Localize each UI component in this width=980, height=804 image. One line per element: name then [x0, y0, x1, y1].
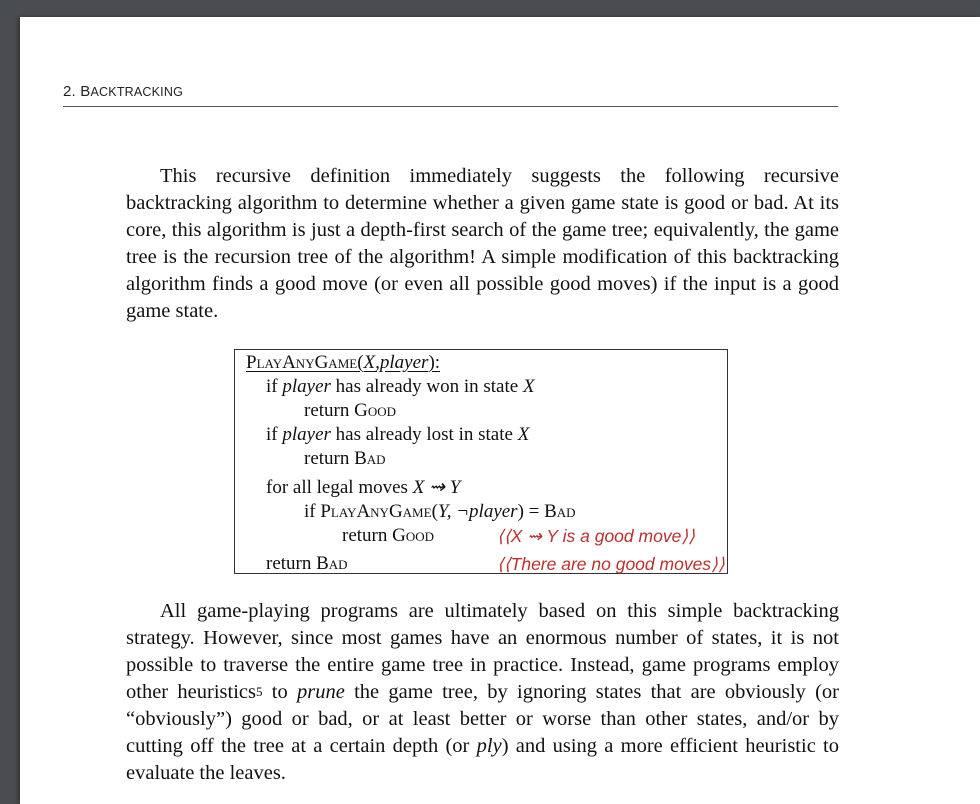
- algorithm-line-return-bad-2: return Bad: [266, 553, 348, 574]
- algorithm-line-for: for all legal moves X ⇝ Y: [266, 477, 461, 498]
- viewer-top-bar: [0, 0, 980, 17]
- footnote-marker[interactable]: 5: [255, 684, 263, 699]
- algorithm-line-if-recursive: if PlayAnyGame(Y, ¬player) = Bad: [304, 501, 576, 522]
- algorithm-line-return-bad-1: return Bad: [304, 448, 386, 469]
- paragraph-intro: This recursive definition immediately suggests the following recursive backtracking algorithm to determine whether a given game state is good or bad. At its core, this algorithm is just a depth-first search of the game tree; equivalently, the game tree is the recursion tree of the algorithm! A simple modification of this backtracking algorithm finds a good move (or even all possible good moves) if the input is a good game state.: [126, 165, 839, 322]
- algorithm-signature: PlayAnyGame(X,player):: [246, 352, 441, 373]
- algorithm-line-return-good-1: return Good: [304, 400, 397, 421]
- document-page: [20, 17, 980, 804]
- algorithm-comment-good-move: ⟨⟨X ⇝ Y is a good move⟩⟩: [497, 526, 695, 546]
- algorithm-line-return-good-2: return Good: [342, 525, 435, 546]
- chapter-title: BACKTRACKING: [80, 83, 184, 100]
- header-rule: [63, 106, 838, 107]
- algorithm-line-won: if player has already won in state X: [266, 376, 535, 397]
- running-header: [63, 83, 838, 100]
- paragraph-heuristics: All game-playing programs are ultimately based on this simple backtracking strategy. However, since most games have an enormous number of states, it is not possible to traverse the entire game tree in practice. Instead, game programs employ other heuristics$^5$ to prune the game tree, by ignoring states that are obviously (or “obviously”) good or bad, or at least better or worse than other states, and/or by cutting off the tree at a certain depth (or ply) and using a more efficient heuristic to evaluate the leaves.: [126, 600, 839, 784]
- algorithm-comment-no-good-moves: ⟨⟨There are no good moves⟩⟩: [497, 554, 725, 574]
- algorithm-line-lost: if player has already lost in state X: [266, 424, 530, 445]
- algorithm-box: [234, 349, 728, 574]
- chapter-number: 2.: [63, 83, 76, 100]
